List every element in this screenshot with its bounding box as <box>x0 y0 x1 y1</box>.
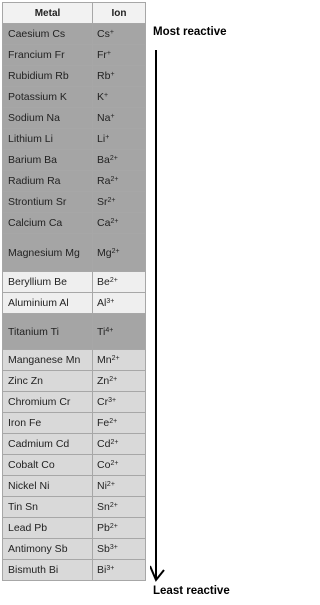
metal-name-cell: Caesium Cs <box>3 24 93 45</box>
metal-name-cell: Potassium K <box>3 87 93 108</box>
ion-cell: Cr $^{3+}$ <box>93 392 146 413</box>
ion-cell: Mg $^{2+}$ <box>93 234 146 272</box>
metal-name-cell: Barium Ba <box>3 150 93 171</box>
metal-name-cell: Sodium Na <box>3 108 93 129</box>
table-row <box>3 413 146 434</box>
metal-name-cell: Lithium Li <box>3 129 93 150</box>
ion-symbol: Cd <box>97 438 111 450</box>
reactivity-table <box>2 2 146 581</box>
metal-name-cell: Beryllium Be <box>3 272 93 293</box>
ion-cell: Ti $^{4+}$ <box>93 314 146 350</box>
ion-symbol: Mg <box>97 246 112 259</box>
metal-name-cell: Cobalt Co <box>3 455 93 476</box>
table-row <box>3 293 146 314</box>
ion-symbol: Cr <box>97 396 109 408</box>
ion-cell: Co $^{2+}$ <box>93 455 146 476</box>
metal-name-cell: Lead Pb <box>3 518 93 539</box>
ion-cell: Sb $^{3+}$ <box>93 539 146 560</box>
metal-name-cell: Cadmium Cd <box>3 434 93 455</box>
ion-cell: Mn $^{2+}$ <box>93 350 146 371</box>
ion-cell: Fe $^{2+}$ <box>93 413 146 434</box>
table-row <box>3 66 146 87</box>
ion-cell: Bi $^{3+}$ <box>93 560 146 581</box>
table-row <box>3 234 146 272</box>
metal-name-cell: Magnesium Mg <box>3 234 93 272</box>
ion-symbol: Ca <box>97 217 111 229</box>
least-reactive-label: Least reactive <box>153 585 230 597</box>
table-row <box>3 314 146 350</box>
table-row <box>3 108 146 129</box>
table-row <box>3 476 146 497</box>
table-row <box>3 539 146 560</box>
header-metal: Metal <box>3 3 93 24</box>
table-row <box>3 129 146 150</box>
ion-symbol: Cs <box>97 28 110 40</box>
table-row <box>3 455 146 476</box>
metal-name-cell: Strontium Sr <box>3 192 93 213</box>
ion-cell: Fr + <box>93 45 146 66</box>
ion-cell: Li + <box>93 129 146 150</box>
ion-symbol: Ti <box>97 325 106 338</box>
ion-cell: Ni $^{2+}$ <box>93 476 146 497</box>
metal-name-cell: Bismuth Bi <box>3 560 93 581</box>
table-row <box>3 518 146 539</box>
ion-cell: Na + <box>93 108 146 129</box>
table-row <box>3 392 146 413</box>
header-ion: Ion <box>93 3 146 24</box>
ion-symbol: Ra <box>97 175 111 187</box>
metal-name-cell: Calcium Ca <box>3 213 93 234</box>
ion-cell: Rb + <box>93 66 146 87</box>
ion-symbol: Sn <box>97 501 110 513</box>
ion-cell: Cs + <box>93 24 146 45</box>
table-row <box>3 171 146 192</box>
table-row <box>3 24 146 45</box>
ion-symbol: Fe <box>97 417 110 429</box>
table-body <box>3 24 146 581</box>
table-row <box>3 45 146 66</box>
ion-cell: Zn $^{2+}$ <box>93 371 146 392</box>
metal-name-cell: Manganese Mn <box>3 350 93 371</box>
metal-name-cell: Radium Ra <box>3 171 93 192</box>
most-reactive-label: Most reactive <box>153 26 227 38</box>
table-row <box>3 87 146 108</box>
ion-symbol: Al <box>97 297 107 309</box>
ion-symbol: Be <box>97 276 110 288</box>
ion-symbol: Li <box>97 133 106 145</box>
metal-name-cell: Aluminium Al <box>3 293 93 314</box>
ion-cell: Al $^{3+}$ <box>93 293 146 314</box>
table-row <box>3 497 146 518</box>
ion-symbol: Co <box>97 459 111 471</box>
metal-name-cell: Chromium Cr <box>3 392 93 413</box>
table-row <box>3 192 146 213</box>
ion-symbol: Pb <box>97 522 110 534</box>
metal-name-cell: Nickel Ni <box>3 476 93 497</box>
ion-cell: Sr $^{2+}$ <box>93 192 146 213</box>
metal-name-cell: Francium Fr <box>3 45 93 66</box>
ion-cell: Pb $^{2+}$ <box>93 518 146 539</box>
table-row <box>3 560 146 581</box>
ion-symbol: Sb <box>97 543 110 555</box>
ion-symbol: Fr <box>97 49 107 61</box>
ion-symbol: Zn <box>97 375 110 387</box>
ion-cell: Ba $^{2+}$ <box>93 150 146 171</box>
metal-name-cell: Titanium Ti <box>3 314 93 350</box>
ion-cell: Ra $^{2+}$ <box>93 171 146 192</box>
ion-symbol: K <box>97 91 105 103</box>
ion-cell: Cd $^{2+}$ <box>93 434 146 455</box>
ion-cell: Ca $^{2+}$ <box>93 213 146 234</box>
ion-symbol: Mn <box>97 354 112 366</box>
metal-name-cell: Tin Sn <box>3 497 93 518</box>
table-row <box>3 150 146 171</box>
metal-name-cell: Antimony Sb <box>3 539 93 560</box>
table-row <box>3 272 146 293</box>
ion-symbol: Ni <box>97 480 107 492</box>
ion-symbol: Bi <box>97 564 107 576</box>
ion-symbol: Ba <box>97 154 110 166</box>
ion-cell: Be $^{2+}$ <box>93 272 146 293</box>
metal-name-cell: Iron Fe <box>3 413 93 434</box>
ion-symbol: Sr <box>97 196 108 208</box>
ion-cell: K + <box>93 87 146 108</box>
ion-symbol: Na <box>97 112 111 124</box>
table-row <box>3 434 146 455</box>
metal-name-cell: Zinc Zn <box>3 371 93 392</box>
down-arrow-icon <box>150 50 174 590</box>
ion-symbol: Rb <box>97 70 111 82</box>
metal-name-cell: Rubidium Rb <box>3 66 93 87</box>
table-row <box>3 213 146 234</box>
table-header-row <box>3 3 146 24</box>
ion-cell: Sn $^{2+}$ <box>93 497 146 518</box>
table-row <box>3 371 146 392</box>
table-row <box>3 350 146 371</box>
